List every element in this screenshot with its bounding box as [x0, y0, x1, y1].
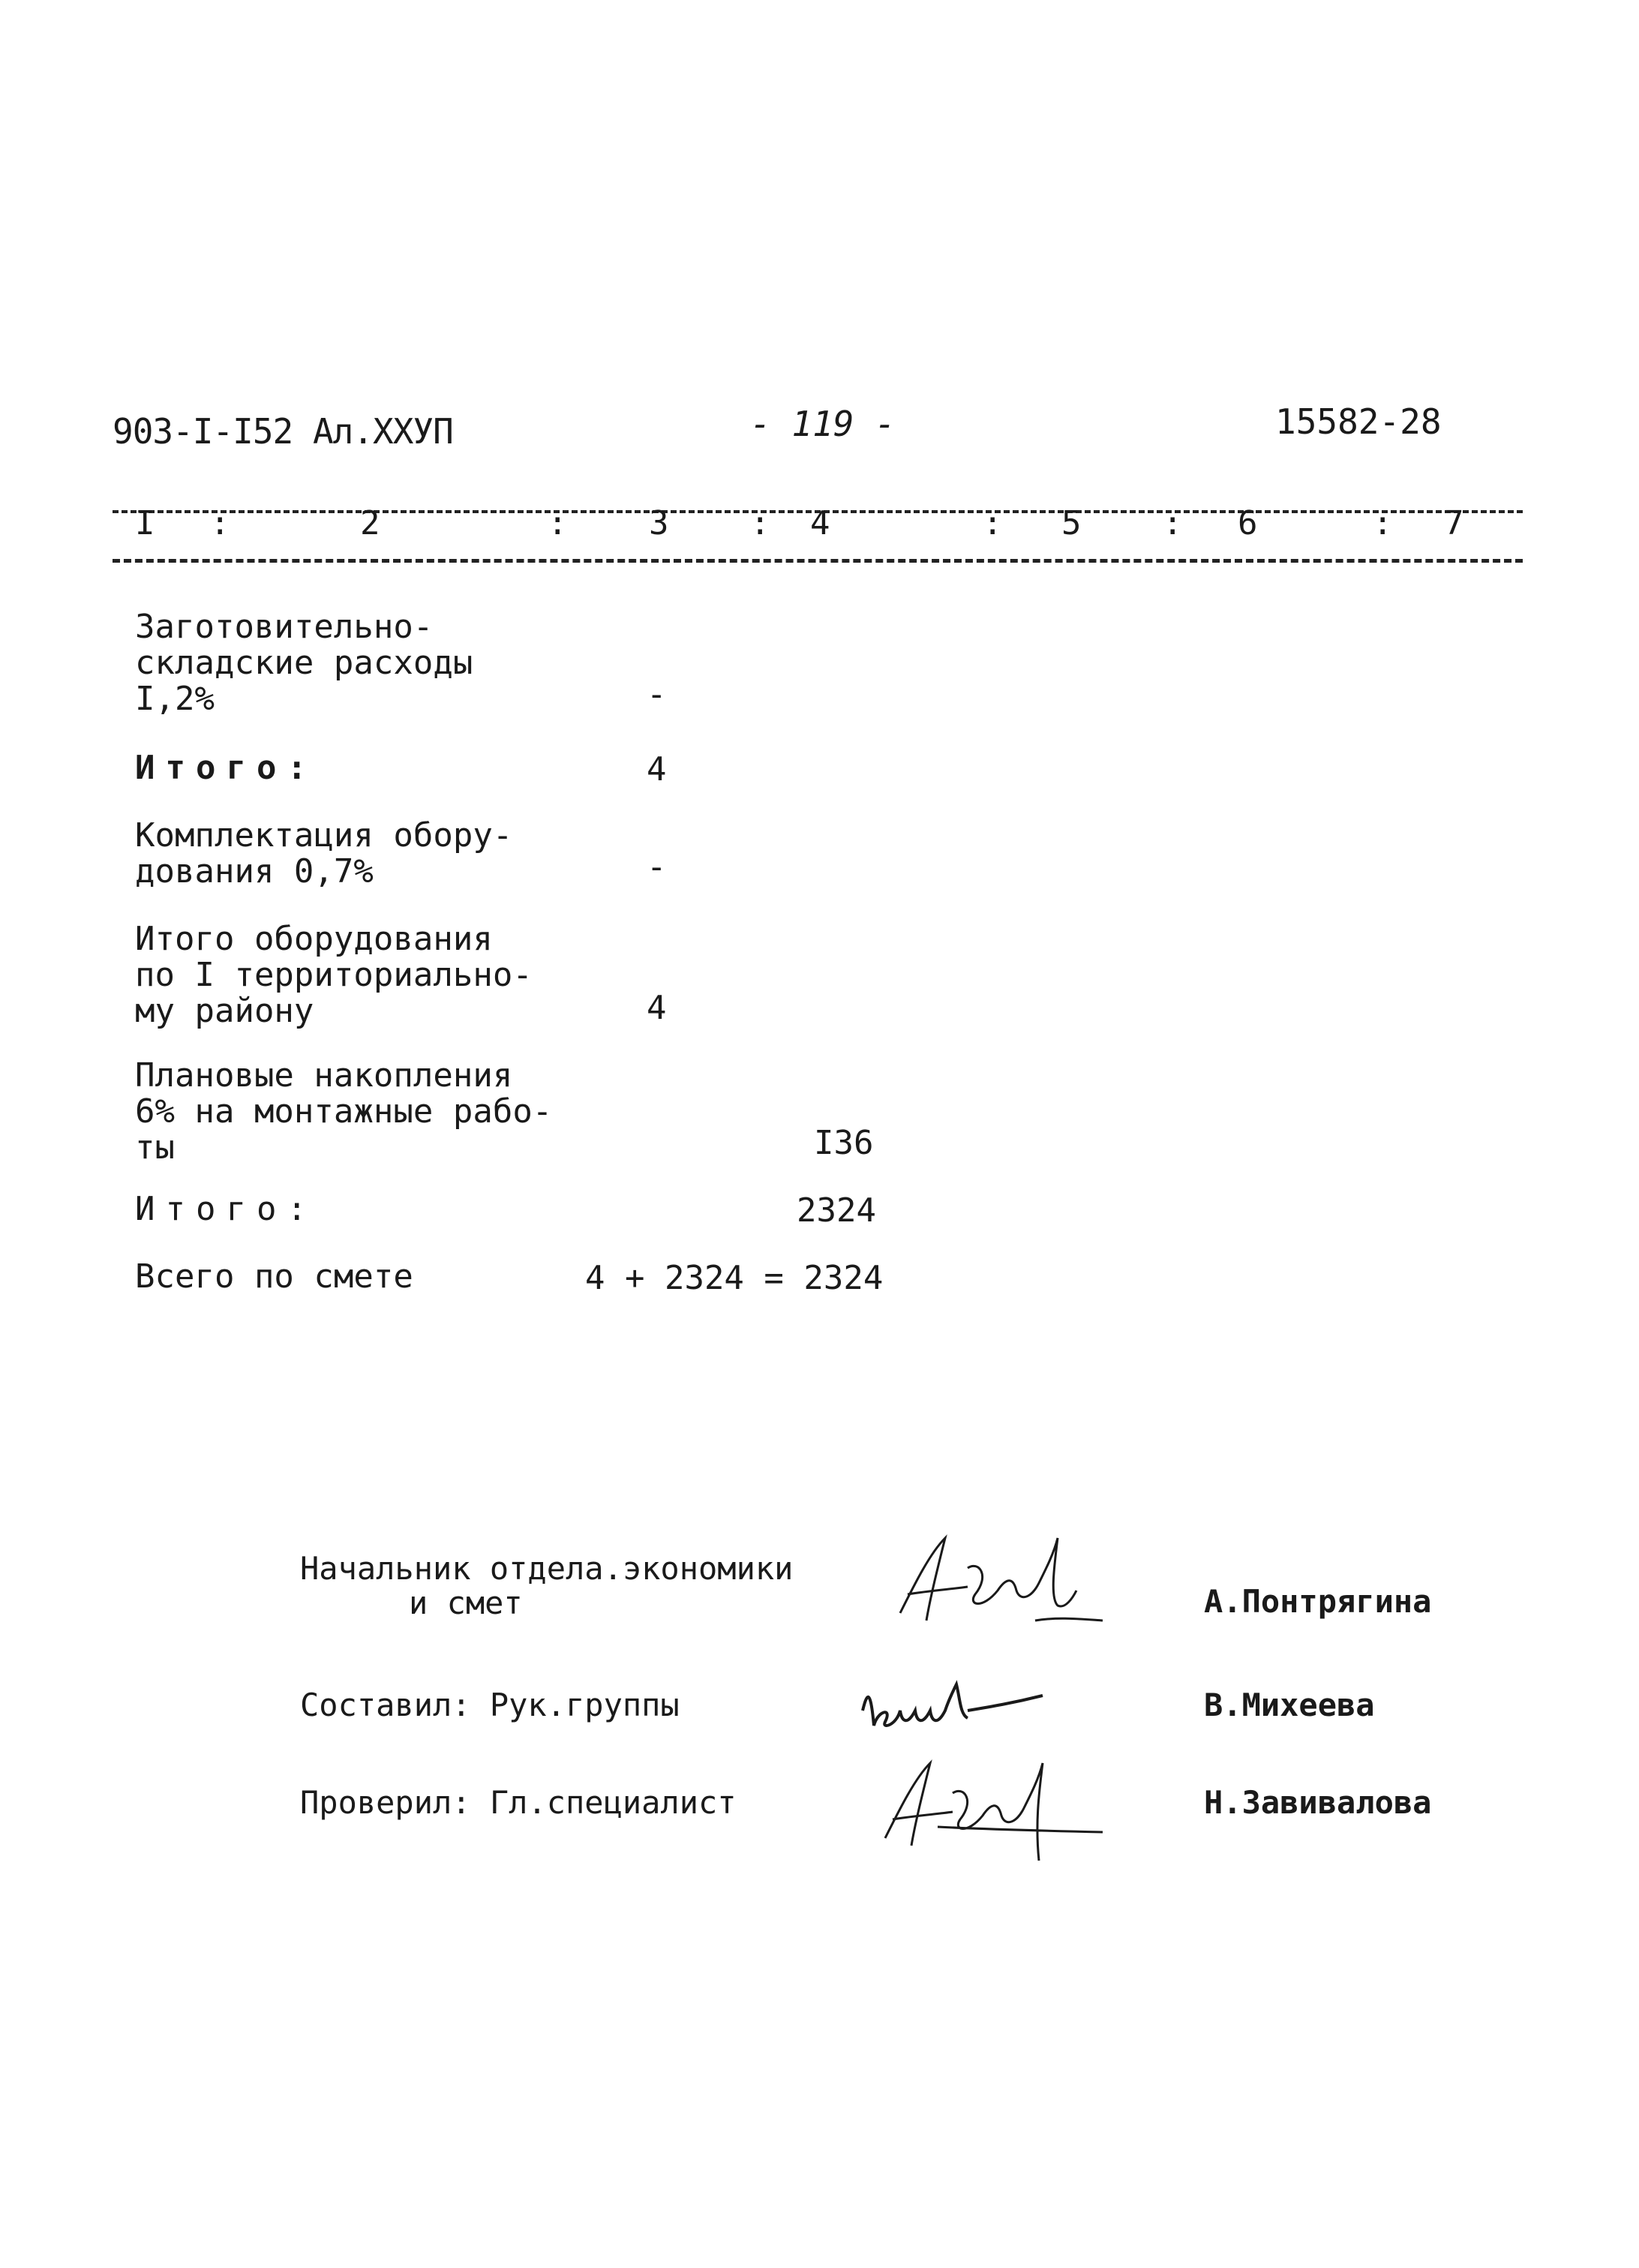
page-number: - 119 - [750, 404, 896, 444]
total-expression: 4 + 2324 = 2324 [585, 1259, 884, 1297]
row-label: Комплектация обору- дования 0,7% [135, 816, 513, 891]
row-col3-value: 4 [647, 989, 667, 1027]
signature-role: Составил: Рук.группы [300, 1687, 680, 1723]
column-separator: : [548, 504, 568, 542]
column-number-3: 3 [649, 504, 669, 542]
row-col4-value: I36 [814, 1124, 874, 1162]
handwritten-signature [855, 1666, 1050, 1748]
handwritten-signature [870, 1748, 1110, 1868]
column-number-7: 7 [1444, 504, 1464, 542]
document-number: 15582-28 [1275, 401, 1442, 442]
column-number-1: I [135, 504, 155, 542]
row-col3-value: - [647, 675, 667, 713]
column-separator: : [750, 504, 770, 542]
column-number-6: 6 [1238, 504, 1258, 542]
signatory-name: В.Михеева [1204, 1687, 1375, 1723]
total-label: Всего по смете [135, 1257, 413, 1296]
column-number-5: 5 [1061, 504, 1082, 542]
row-col3-value: 4 [647, 750, 667, 789]
row-label: Итого: [135, 1190, 317, 1228]
handwritten-signature [885, 1523, 1110, 1651]
signature-role: Проверил: Гл.специалист [300, 1784, 737, 1821]
column-separator: : [983, 504, 1003, 542]
document-code: 903-I-I52 Ал.XXУП [113, 411, 453, 452]
row-label: Плановые накопления 6% на монтажные рабо- ты [135, 1056, 553, 1167]
signatory-name: А.Понтрягина [1204, 1583, 1432, 1620]
row-label: Итого оборудования по I территориально- му району [135, 920, 533, 1030]
signatory-name: Н.Завивалова [1204, 1784, 1432, 1821]
column-numbers-row [113, 504, 1523, 549]
row-label: Заготовительно- складские расходы I,2% [135, 608, 473, 718]
row-col4-value: 2324 [797, 1191, 876, 1230]
row-col3-value: - [647, 848, 667, 886]
column-number-4: 4 [810, 504, 830, 542]
column-header-bottom-rule [113, 559, 1523, 563]
column-separator: : [1373, 504, 1393, 542]
signature-role: Начальник отдела.экономики и смет [300, 1550, 794, 1621]
column-separator: : [210, 504, 230, 542]
row-label: Итого: [135, 749, 317, 787]
column-number-2: 2 [360, 504, 380, 542]
column-separator: : [1163, 504, 1183, 542]
